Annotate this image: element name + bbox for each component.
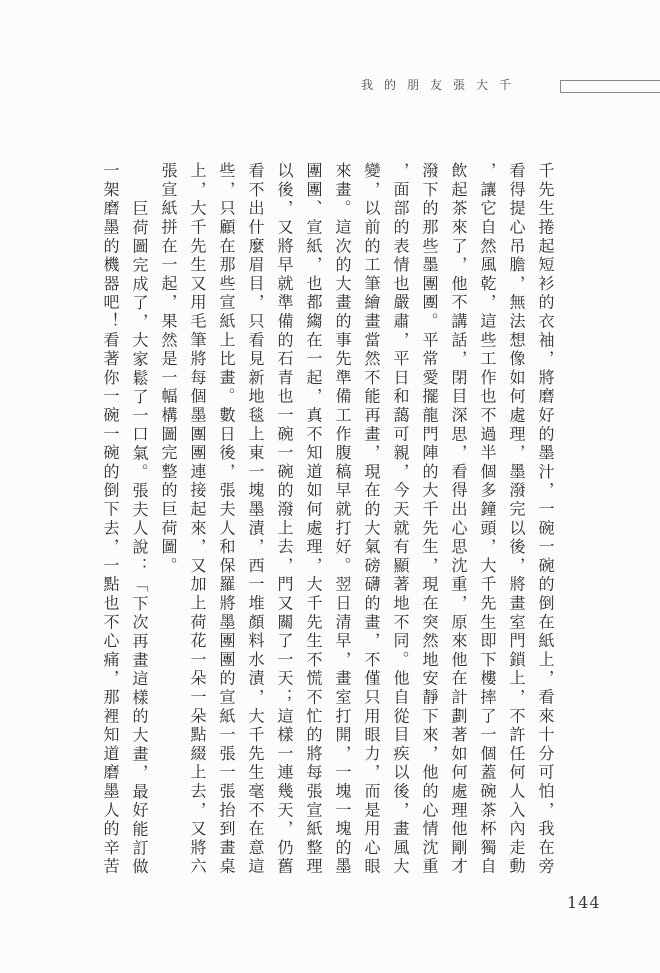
- page-number: 144: [567, 893, 601, 912]
- header-rule-box: [560, 80, 660, 93]
- paragraph-1: 千先生捲起短衫的衣袖，將磨好的墨汁，一碗一碗的倒在紙上，看來十分可怕，我在旁看得提心吊膽，無法想像如何處理，墨潑完以後，將畫室門鎖上，不許任何人入內走動，讓它自然風乾，這些工作也不過半個多鐘頭，大千先生即下樓摔了一個蓋碗茶杯獨自飲起茶來了，他不講話，閉目深思，看得出心思沈重，原來他在計劃著如何處理他剛才潑下的那些墨團團。平常愛擺龍門陣的大千先生，現在突然地安靜下來，他的心情沈重，面部的表情也嚴肅，平日和藹可親，今天就有顯著地不同。他自從目疾以後，畫風大變，以前的工筆繪畫當然不能再畫，現在的大氣磅礴的畫，不僅只用眼力，而是用心眼來畫。這次的大畫的事先準備工作腹稿早就打好。翌日清早，畫室打開，一塊一塊的墨團團、宣紙，也都縐在一起，真不知道如何處理，大千先生不慌不忙的將每張宣紙整理以後，又將早就準備的石青也一碗一碗的潑上去，門又關了一天；這樣一連幾天，仍舊看不出什麼眉目，只看見新地毯上東一塊墨漬，西一堆顏料水漬，大千先生毫不在意這些，只顧在那些宣紙上比畫。數日後，張夫人和保羅將墨團團的宣紙一張一張抬到畫桌上，大千先生又用毛筆將每個墨團團連接起來，又加上荷花一朵一朵點綴上去，又將六張宣紙拼在一起，果然是一幅構圖完整的巨荷圖。: [159, 162, 555, 877]
- running-head-title: 我的朋友張大千: [360, 78, 522, 92]
- paragraph-2: 巨荷圖完成了，大家鬆了一口氣。張夫人說：「下次再畫這樣的大畫，最好能訂做一架磨墨的機器吧！看著你一碗一碗的倒下去，一點也不心痛，那裡知道磨墨人的辛苦: [101, 162, 149, 877]
- body-text: [96, 162, 560, 877]
